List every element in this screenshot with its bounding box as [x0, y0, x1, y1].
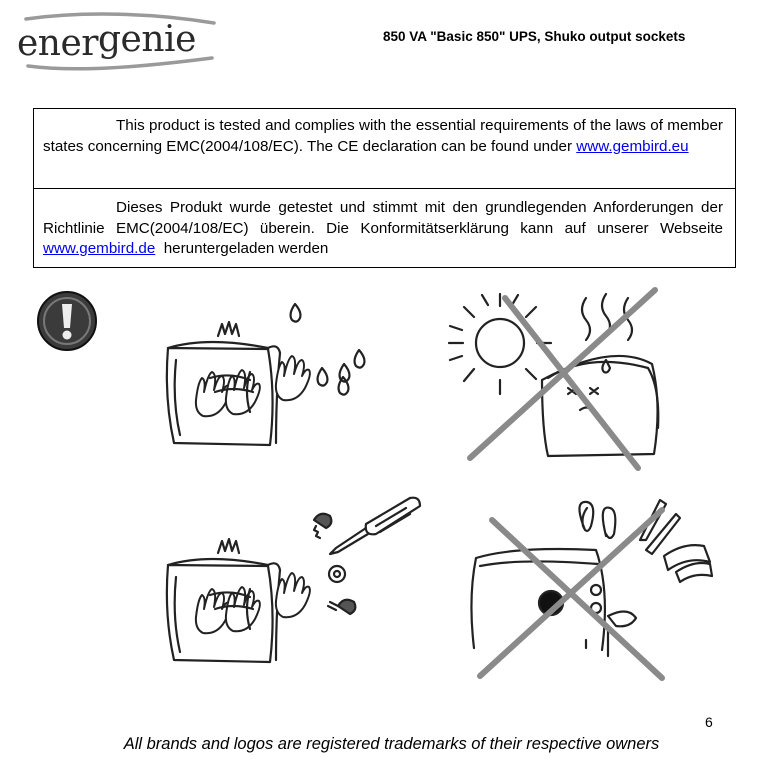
washer-icon — [329, 566, 345, 582]
logo-text-suffix: genie — [98, 19, 196, 60]
notice-de-text: Dieses Produkt wurde getestet und stimmt mit den grundlegenden Anforderungen der Richtlinie EMC(2004/108/EC) überein. Die Konformitätserklärung kann auf unserer Webseite — [43, 199, 723, 237]
trademark-note: All brands and logos are registered trademarks of their respective owners — [123, 735, 660, 753]
exclamation-icon — [38, 292, 96, 350]
ups-objects-inserted-cross — [480, 510, 662, 678]
ups-screwdriver-disassembly-illustration — [167, 498, 420, 662]
screw-icon — [314, 514, 331, 538]
notice-en-text: This product is tested and complies with the essential requirements of the laws of member states concerning EMC(2004/108/EC). The CE declaration can be found under — [43, 117, 723, 155]
ups-water-splash-illustration — [167, 304, 365, 445]
screw-icon — [328, 600, 355, 614]
page-number: 6 — [705, 714, 713, 730]
gembird-eu-link[interactable]: www.gembird.eu — [576, 137, 689, 155]
screwdriver-icon — [330, 498, 420, 554]
paperclip-icon — [579, 502, 615, 538]
gembird-de-link[interactable]: www.gembird.de — [43, 240, 156, 257]
logo-text-prefix: ener — [17, 23, 99, 64]
document-title: 850 VA "Basic 850" UPS, Shuko output sockets — [383, 29, 686, 44]
sun-icon — [449, 294, 551, 394]
notice-de-tail: heruntergeladen werden — [155, 240, 329, 257]
ups-sun-heat-cross — [470, 290, 655, 468]
